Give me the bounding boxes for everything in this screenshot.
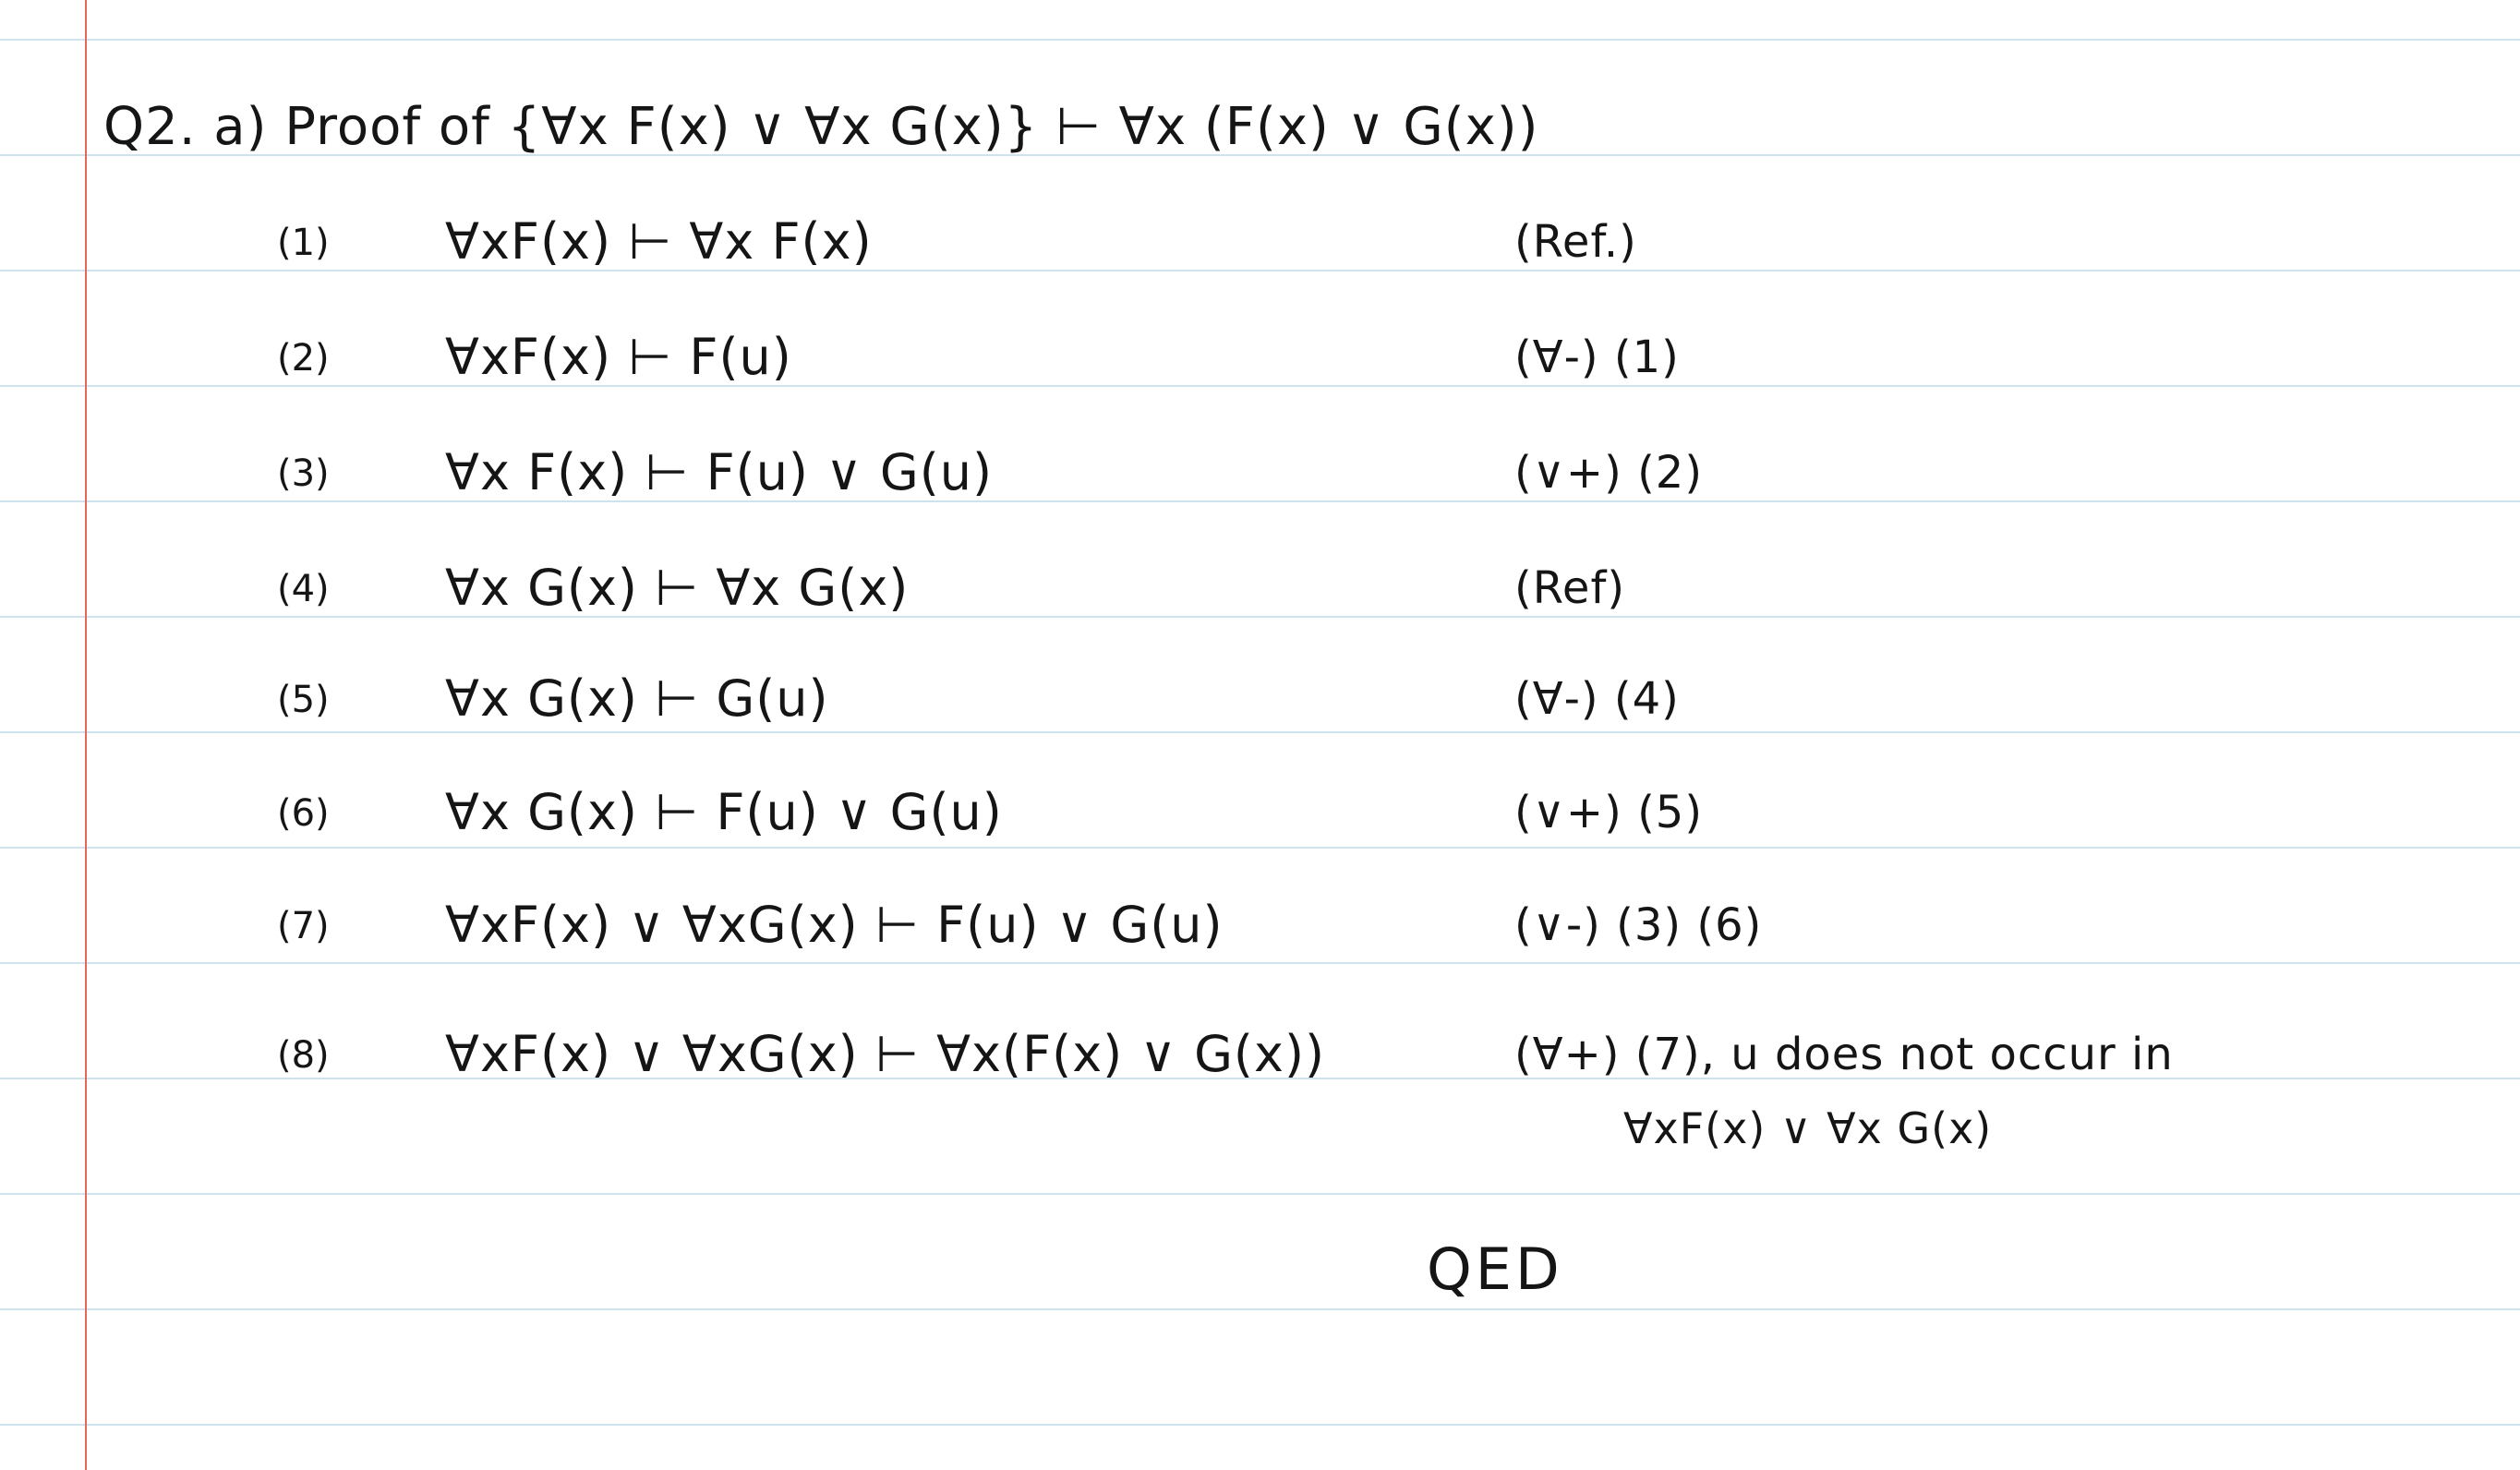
step-number: (5) (277, 679, 330, 721)
step-rule: (Ref) (1514, 562, 1626, 614)
proof-step-8 (0, 1025, 2520, 1099)
step-number: (1) (277, 222, 330, 264)
proof-step-6 (0, 783, 2520, 857)
proof-step-3 (0, 443, 2520, 517)
step-number: (7) (277, 905, 330, 947)
step-formula: ∀xF(x) ∨ ∀xG(x) ⊢ ∀x(F(x) ∨ G(x)) (445, 1025, 1326, 1083)
proof-step-1 (0, 212, 2520, 286)
step-number: (4) (277, 568, 330, 610)
step-number: (6) (277, 792, 330, 835)
step-formula: ∀xF(x) ∨ ∀xG(x) ⊢ F(u) ∨ G(u) (445, 896, 1224, 954)
step-number: (2) (277, 337, 330, 380)
proof-step-2 (0, 328, 2520, 402)
step-formula: ∀x G(x) ⊢ F(u) ∨ G(u) (445, 783, 1003, 841)
step-rule: (∨+) (5) (1514, 787, 1704, 838)
step-formula: ∀x G(x) ⊢ G(u) (445, 669, 829, 728)
step-rule: (∀+) (7), u does not occur in (1514, 1029, 2174, 1080)
proof-step-5 (0, 669, 2520, 743)
step-rule: (∀-) (4) (1514, 673, 1680, 725)
proof-step-7 (0, 896, 2520, 970)
step-number: (8) (277, 1034, 330, 1077)
step-number: (3) (277, 452, 330, 495)
step-formula: ∀x G(x) ⊢ ∀x G(x) (445, 559, 910, 617)
step-formula: ∀xF(x) ⊢ F(u) (445, 328, 792, 386)
step-formula: ∀x F(x) ⊢ F(u) ∨ G(u) (445, 443, 994, 501)
step-rule: (∀-) (1) (1514, 331, 1680, 383)
qed-mark: QED (1427, 1235, 1563, 1303)
step-rule: (∨+) (2) (1514, 447, 1704, 499)
step-rule: (∨-) (3) (6) (1514, 899, 1763, 951)
question-title: Q2. a) Proof of {∀x F(x) ∨ ∀x G(x)} ⊢ ∀x (F(x) ∨ G(x)) (103, 97, 1539, 157)
step-rule-continuation: ∀xF(x) ∨ ∀x G(x) (1623, 1103, 1993, 1153)
step-rule: (Ref.) (1514, 216, 1637, 268)
step-formula: ∀xF(x) ⊢ ∀x F(x) (445, 212, 873, 271)
proof-step-4 (0, 559, 2520, 633)
